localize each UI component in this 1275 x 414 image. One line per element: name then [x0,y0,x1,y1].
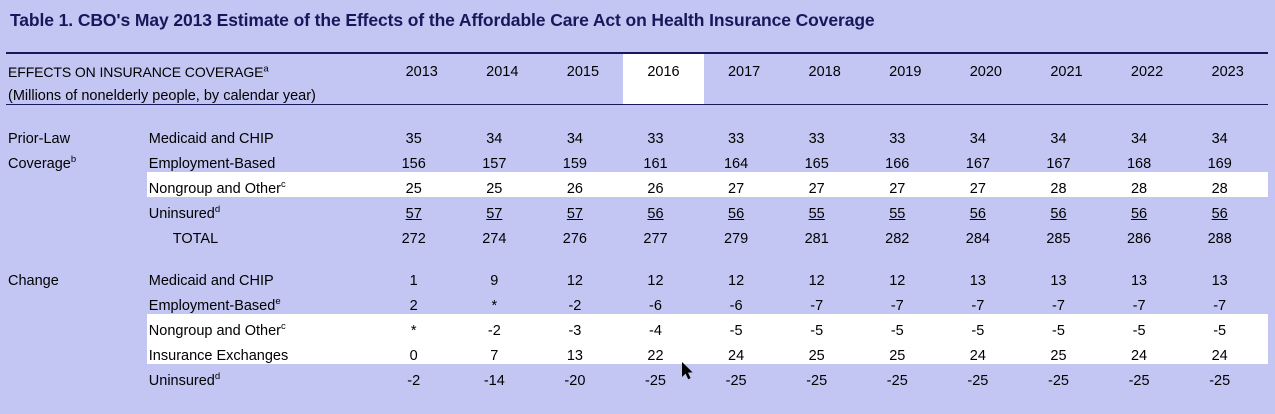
row-group-label: Prior-Law [8,131,71,147]
units-row-spacer [865,80,946,105]
row-label [147,197,382,222]
table-cell-value: 34 [969,131,986,147]
table-cell-value: 166 [885,156,910,172]
row-label [147,339,382,364]
table-cell-value: 159 [562,156,587,172]
table-cell-value: -5 [704,314,785,339]
table-cell-value: -5 [784,314,865,339]
table-cell-value: 34 [566,131,583,147]
table-cell-value: 0 [381,339,462,364]
section-spacer [6,105,1268,123]
table-cell-value: 276 [562,231,587,247]
table-cell-value-text: 56 [728,206,745,222]
table-cell-value: 1 [409,273,418,289]
row-label [147,364,382,389]
table-cell-value: 27 [704,172,785,197]
table-cell-value: 288 [1207,231,1232,247]
units-row-spacer [381,80,462,105]
table-cell-value: -7 [1132,298,1146,314]
column-header-year: 2020 [946,53,1027,80]
units-label: (Millions of nonelderly people, by calendar year) [6,80,381,105]
units-row-spacer [946,80,1027,105]
table-cell-value: 25 [381,172,462,197]
table-cell-value: 22 [623,339,704,364]
table-cell-value: 28 [1107,172,1188,197]
table-cell-value [462,197,543,222]
table-cell-value: 24 [1187,339,1268,364]
table-cell-value: -7 [971,298,985,314]
table-cell-value: -25 [1128,373,1150,389]
table-cell-value-text: 56 [969,206,986,222]
units-row-spacer [462,80,543,105]
table-cell-value: -6 [729,298,743,314]
row-label-text: TOTAL [172,231,219,247]
table-cell-value [381,197,462,222]
effects-header-superscript: a [263,63,269,75]
units-row-spacer [1107,80,1188,105]
table-cell-value: 25 [1026,339,1107,364]
units-row-spacer [623,80,704,105]
table-cell-value: -25 [886,373,908,389]
table-cell-value: -7 [810,298,824,314]
table-cell-value: 24 [1107,339,1188,364]
table-cell-value: 33 [647,131,664,147]
table-cell-value: -2 [462,314,543,339]
table-cell-value [946,197,1027,222]
table-cell-value: 12 [808,273,825,289]
table-cell-value [543,197,624,222]
table-cell-value: 13 [543,339,624,364]
row-label-superscript: c [280,179,286,191]
section-spacer [6,247,1268,264]
table-cell-value: 24 [704,339,785,364]
table-row [6,172,1268,197]
row-group-label [6,314,147,339]
table-row [6,197,1268,222]
table-cell-value-text: 56 [647,206,664,222]
row-label [147,289,382,314]
table-cell-value: 34 [1050,131,1067,147]
row-group-label-text: Coverage [8,156,71,172]
row-label [147,122,382,147]
table-cell-value: -20 [564,373,586,389]
column-header-year: 2014 [462,53,543,80]
row-group-label [6,147,147,172]
table-cell-value-text: 57 [486,206,503,222]
table-cell-value: -2 [568,298,582,314]
row-label-superscript: c [280,321,286,333]
table-cell-value [1026,197,1107,222]
row-label [147,314,382,339]
table-header-row [6,53,1268,80]
table-cell-value [1107,197,1188,222]
row-label-text: Medicaid and CHIP [148,273,274,289]
table-units-row [6,80,1268,105]
effects-header-text: EFFECTS ON INSURANCE COVERAGE [8,64,264,80]
table-cell-value: 25 [865,339,946,364]
table-cell-value: 285 [1046,231,1071,247]
row-label-text: Employment-Based [148,156,276,172]
table-cell-value: * [381,314,462,339]
table-cell-value: 169 [1207,156,1232,172]
column-header-year: 2018 [784,53,865,80]
table-row [6,264,1268,289]
spacer-cell [6,105,1268,123]
row-label-text: Uninsured [148,206,215,222]
table-cell-value [704,197,785,222]
column-header-year: 2013 [381,53,462,80]
table-cell-value: -3 [543,314,624,339]
row-label [147,147,382,172]
table-cell-value: 13 [1130,273,1148,289]
table-row [6,122,1268,147]
table-cell-value: 9 [490,273,499,289]
table-cell-value: 12 [647,273,664,289]
table-cell-value: 34 [486,131,503,147]
table-cell-value: 2 [409,298,418,314]
units-row-spacer [543,80,624,105]
table-cell-value: 27 [784,172,865,197]
table-cell-value: -25 [1047,373,1069,389]
table-cell-value: -5 [1107,314,1188,339]
table-cell-value: * [491,298,498,314]
table-cell-value: 168 [1126,156,1152,172]
table-cell-value: 282 [885,231,910,247]
table-cell-value: -7 [1052,298,1065,314]
page-title: Table 1. CBO's May 2013 Estimate of the Effects of the Affordable Care Act on Health Insurance Coverage [10,10,875,30]
table-cell-value: -25 [645,373,666,389]
table-cell-value: -5 [1026,314,1107,339]
table-cell-value: 167 [1046,156,1071,172]
table-cell-value: 13 [1211,273,1228,289]
table-row [6,364,1268,389]
table-cell-value: 167 [965,156,990,172]
table-cell-value: 165 [804,156,829,172]
table-cell-value: 28 [1187,172,1268,197]
row-label [147,222,382,247]
table-cell-value: -6 [649,298,662,314]
table-cell-value: -25 [967,373,989,389]
row-group-label [6,289,147,314]
table-cell-value [623,197,704,222]
table-cell-value: -25 [1209,373,1231,389]
table-row [6,222,1268,247]
table-cell-value: 279 [723,231,749,247]
table-cell-value: 156 [401,156,426,172]
effects-header-label [6,53,381,80]
row-label-superscript: d [214,204,221,216]
table-row [6,289,1268,314]
table-cell-value: -25 [806,373,828,389]
row-group-label: Change [8,273,59,289]
table-cell-value: 26 [543,172,624,197]
table-cell-value-text: 57 [566,206,583,222]
table-cell-value [865,197,946,222]
table-cell-value [1187,197,1268,222]
table-cell-value: 284 [965,231,990,247]
table-cell-value: -14 [483,373,505,389]
table-cell-value: 27 [946,172,1027,197]
table-cell-value: 286 [1126,231,1152,247]
column-header-year: 2016 [623,53,704,80]
row-group-label [6,222,147,247]
spacer-cell [6,247,1268,264]
row-label-text: Employment-Based [148,298,276,314]
table-row [6,314,1268,339]
table-row [6,339,1268,364]
table-cell-value: -5 [946,314,1027,339]
row-group-label [6,364,147,389]
table-cell-value: 274 [482,231,507,247]
row-label-text: Uninsured [148,373,215,389]
row-label-text: Medicaid and CHIP [148,131,274,147]
row-label-text: Nongroup and Other [148,323,281,339]
table-cell-value: 157 [482,156,507,172]
units-row-spacer [1187,80,1268,105]
table-cell-value-text: 56 [1050,206,1067,222]
table-cell-value: 25 [784,339,865,364]
table-cell-value [784,197,865,222]
row-label-text: Nongroup and Other [148,181,281,197]
table-cell-value: 34 [1130,131,1148,147]
column-header-year: 2022 [1107,53,1188,80]
table-cell-value: 25 [462,172,543,197]
table-cell-value: 24 [946,339,1027,364]
table-cell-value: 164 [723,156,749,172]
row-label [147,264,382,289]
table-cell-value: -7 [1213,298,1227,314]
table-cell-value-text: 57 [405,206,422,222]
table-cell-value: -7 [890,298,904,314]
column-header-year: 2019 [865,53,946,80]
table-cell-value-text: 56 [1130,206,1148,222]
table-cell-value: 26 [623,172,704,197]
column-header-year: 2023 [1187,53,1268,80]
column-header-year: 2015 [543,53,624,80]
row-group-label [6,172,147,197]
table-cell-value: 34 [1211,131,1228,147]
table-cell-value: -4 [623,314,704,339]
row-label [147,172,382,197]
table-cell-value-text: 56 [1211,206,1228,222]
table-cell-value: 277 [643,231,668,247]
column-header-year: 2021 [1026,53,1107,80]
row-label-text: Insurance Exchanges [148,348,289,364]
table-cell-value: 27 [865,172,946,197]
table-cell-value: 281 [804,231,829,247]
coverage-table [6,52,1268,389]
units-row-spacer [784,80,865,105]
table-cell-value: 12 [566,273,583,289]
table-cell-value: 12 [889,273,906,289]
row-group-label [6,339,147,364]
row-group-label-superscript: b [70,154,77,166]
table-cell-value: 13 [969,273,986,289]
table-cell-value: -25 [725,373,747,389]
units-row-spacer [704,80,785,105]
table-cell-value: 12 [728,273,745,289]
table-cell-value: 35 [405,131,422,147]
table-cell-value: 161 [643,156,668,172]
row-group-label [6,197,147,222]
table-cell-value: 28 [1026,172,1107,197]
units-row-spacer [1026,80,1107,105]
table-cell-value: 33 [728,131,745,147]
row-label-superscript: d [214,371,221,383]
table-cell-value: 7 [462,339,543,364]
table-cell-value: 272 [401,231,426,247]
table-row [6,147,1268,172]
table-cell-value-text: 55 [889,206,906,222]
table-cell-value: 13 [1050,273,1067,289]
column-header-year: 2017 [704,53,785,80]
table-cell-value-text: 55 [808,206,825,222]
table-cell-value: -5 [1187,314,1268,339]
row-label-superscript: e [275,296,281,308]
table-cell-value: -2 [407,373,421,389]
table-cell-value: 33 [808,131,825,147]
table-cell-value: 33 [889,131,906,147]
table-cell-value: -5 [865,314,946,339]
